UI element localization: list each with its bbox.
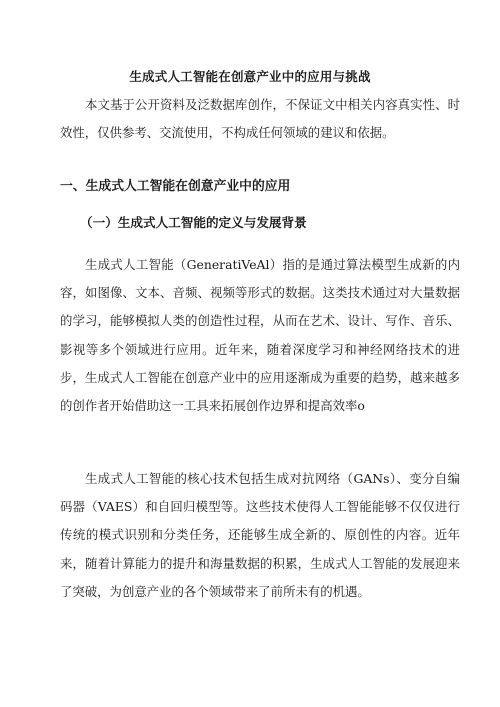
disclaimer-paragraph: 本文基于公开资料及泛数据库创作，不保证文中相关内容真实性、时效性，仅供参考、交流使用，不构成任何领域的建议和依据。 [60, 97, 460, 141]
section-heading: 一、生成式人工智能在创意产业中的应用 [60, 179, 291, 194]
body-paragraph: 生成式人工智能的核心技术包括生成对抗网络（GANs）、变分自编码器（VAES）和自回归模型等。这些技术使得人工智能能够不仅仅进行传统的模式识别和分类任务，还能够生成全新的、原创性的内容。近年来，随着计算能力的提升和海量数据的积累，生成式人工智能的发展迎来了突破，为创意产业的各个领域带来了前所未有的机遇。 [60, 471, 460, 599]
document-title: 生成式人工智能在创意产业中的应用与挑战 [129, 69, 371, 84]
body-paragraph: 生成式人工智能（GeneratiVeAl）指的是通过算法模型生成新的内容，如图像、文本、音频、视频等形式的数据。这类技术通过对大量数据的学习，能够模拟人类的创造性过程，从而在艺术、设计、写作、音乐、影视等多个领域进行应用。近年来，随着深度学习和神经网络技术的进步，生成式人工智能在创意产业中的应用逐渐成为重要的趋势，越来越多的创作者开始借助这一工具来拓展创作边界和提高效率o [60, 257, 460, 414]
subsection-heading: （一）生成式人工智能的定义与发展背景 [80, 215, 307, 230]
